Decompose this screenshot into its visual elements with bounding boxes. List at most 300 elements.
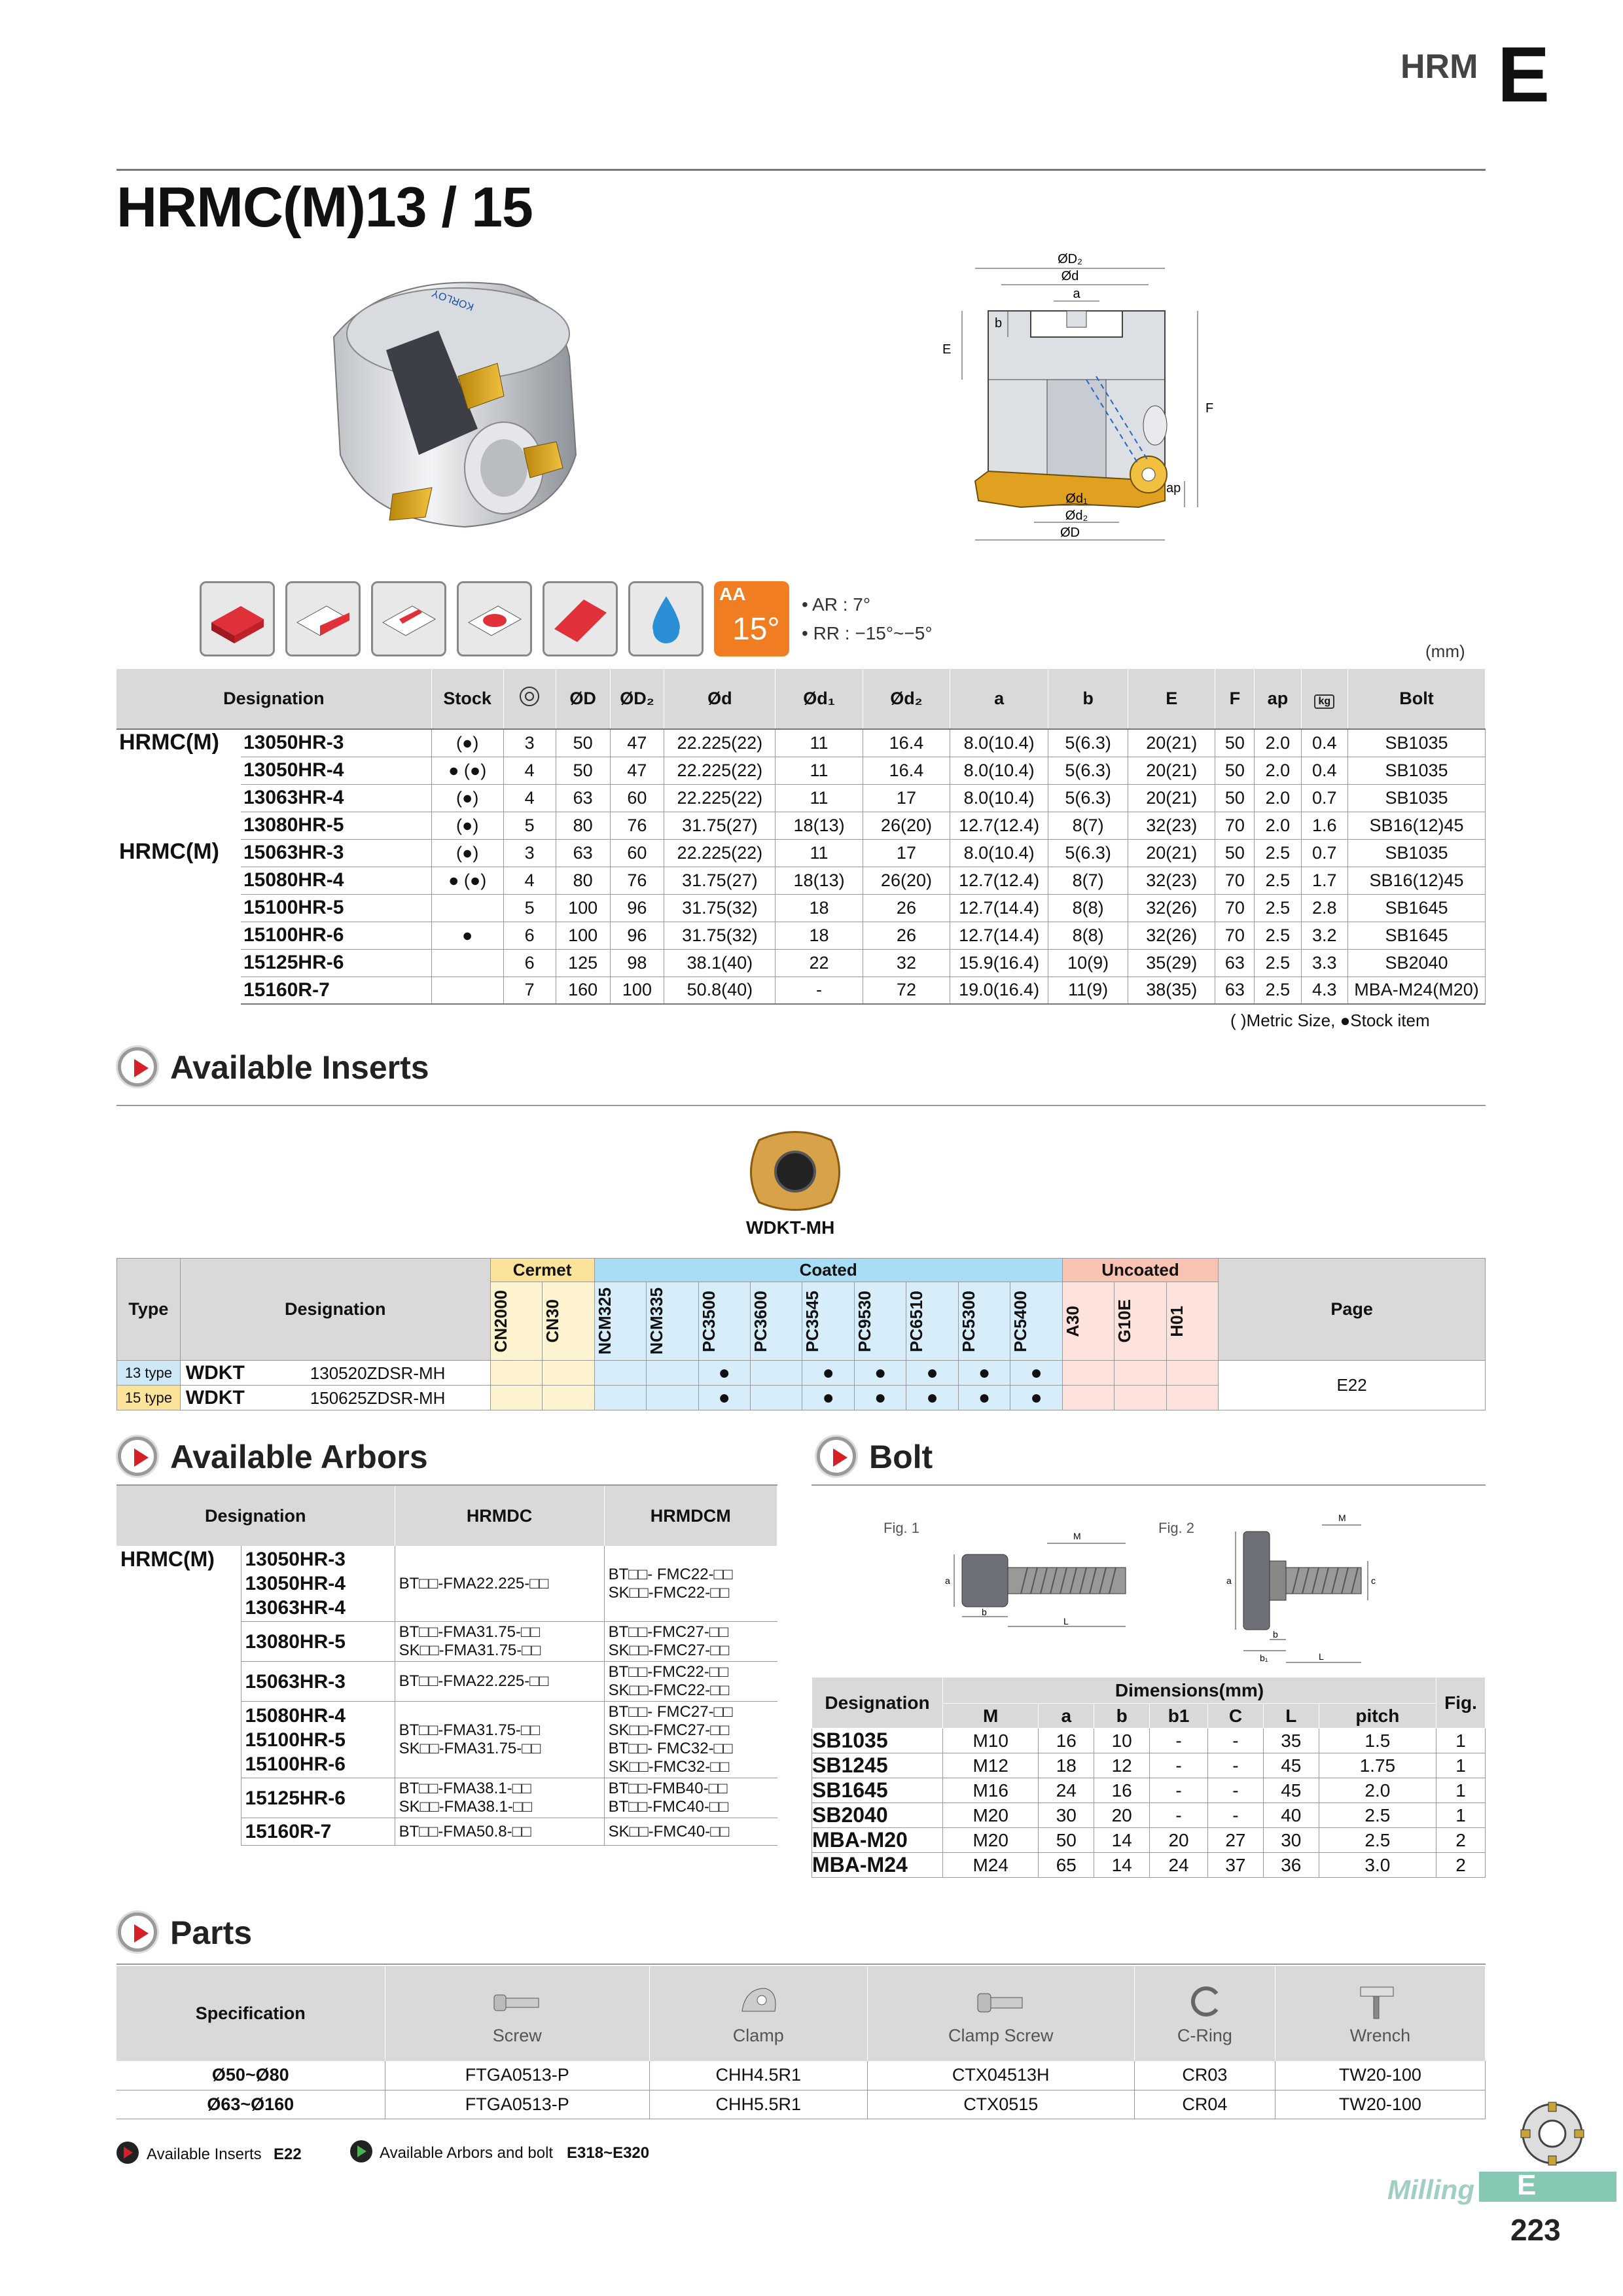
arbor-codes	[241, 1818, 395, 1846]
arbor-code: 15160R-7	[245, 1821, 332, 1842]
grade-header	[1062, 1282, 1114, 1361]
arbor-hrmdcm-code: BT□□-FMC40-□□	[608, 1798, 728, 1816]
grade-mark	[1062, 1361, 1114, 1386]
link2-icon[interactable]	[350, 2140, 372, 2162]
grade-mark: ●	[854, 1386, 906, 1410]
shoulder-milling-icon	[285, 581, 361, 656]
cell-stock	[431, 977, 503, 1004]
th-dimensions: Dimensions(mm)	[943, 1677, 1436, 1704]
cell-b: 8(8)	[1048, 894, 1128, 922]
grade-mark	[490, 1361, 542, 1386]
th-F: F	[1215, 669, 1255, 729]
fig2-c: c	[1371, 1575, 1376, 1586]
bolt-value: 20	[1094, 1803, 1150, 1828]
parts-value: CR03	[1134, 2061, 1275, 2090]
arbor-hrmdc	[395, 1622, 604, 1662]
grade-mark	[1166, 1386, 1218, 1410]
cell-code: 15160R-7	[241, 977, 431, 1004]
cell-stock: ● (●)	[431, 757, 503, 784]
table-row	[116, 977, 1486, 1004]
bolt-value: 16	[1094, 1778, 1150, 1803]
parts-value: FTGA0513-P	[385, 2090, 650, 2119]
link2-text[interactable]: Available Arbors and bolt	[380, 2144, 554, 2162]
cell-kg: 4.3	[1301, 977, 1347, 1004]
grade-name: PC3500	[698, 1290, 719, 1352]
dim-D2: ØD₂	[1058, 252, 1082, 266]
cell-b: 8(8)	[1048, 922, 1128, 949]
bolt-value: 2.5	[1319, 1803, 1436, 1828]
insert-code: 130520ZDSR-MH	[310, 1363, 446, 1383]
cell-D2: 96	[610, 894, 664, 922]
cell-d1: 22	[776, 949, 863, 977]
approach-angle-badge	[714, 581, 789, 656]
cell-E: 38(35)	[1128, 977, 1215, 1004]
bolt-value: 24	[1039, 1778, 1094, 1803]
insert-row	[117, 1361, 1486, 1386]
cell-d: 31.75(32)	[664, 922, 776, 949]
th-teeth	[503, 669, 556, 729]
parts-value: FTGA0513-P	[385, 2061, 650, 2090]
cell-E: 20(21)	[1128, 839, 1215, 867]
th-stock: Stock	[431, 669, 503, 729]
arbor-hrmdcm	[604, 1778, 777, 1818]
cell-d2: 17	[863, 839, 950, 867]
th-arbor-designation: Designation	[116, 1486, 395, 1546]
bolt-name: SB1035	[812, 1729, 943, 1753]
grade-header	[906, 1282, 958, 1361]
arbor-codes	[241, 1702, 395, 1778]
application-icons	[200, 581, 789, 656]
cell-a: 19.0(16.4)	[950, 977, 1048, 1004]
th-page: Page	[1219, 1259, 1486, 1361]
insert-image	[740, 1121, 851, 1219]
cell-d: 31.75(27)	[664, 867, 776, 894]
cell-b: 10(9)	[1048, 949, 1128, 977]
cell-ap: 2.5	[1255, 867, 1301, 894]
cell-stock	[431, 894, 503, 922]
inserts-section-icon	[118, 1047, 157, 1086]
th-b: b	[1048, 669, 1128, 729]
grade-mark	[1166, 1361, 1218, 1386]
arbor-group: HRMC(M)	[120, 1547, 215, 1571]
cell-code: 15080HR-4	[241, 867, 431, 894]
cell-F: 70	[1215, 812, 1255, 839]
cell-z: 5	[503, 894, 556, 922]
cell-z: 4	[503, 757, 556, 784]
arbor-codes	[241, 1546, 395, 1622]
bolt-value: 27	[1208, 1828, 1264, 1853]
cell-ap: 2.5	[1255, 949, 1301, 977]
cell-D2: 96	[610, 922, 664, 949]
bolt-value: M12	[943, 1753, 1039, 1778]
arbor-code: 13063HR-4	[245, 1597, 346, 1619]
grade-name: PC9530	[854, 1290, 874, 1352]
cell-ap: 2.5	[1255, 894, 1301, 922]
cell-ap: 2.0	[1255, 757, 1301, 784]
cell-a: 12.7(14.4)	[950, 922, 1048, 949]
grade-mark	[543, 1386, 594, 1410]
cutter-image	[308, 259, 596, 540]
th-E: E	[1128, 669, 1215, 729]
bolt-value: 20	[1150, 1828, 1208, 1853]
bolt-section-icon	[817, 1437, 856, 1476]
arbor-hrmdcm-code: SK□□-FMC32-□□	[608, 1758, 730, 1776]
dim-d2: Ød₂	[1065, 509, 1088, 523]
cell-z: 3	[503, 729, 556, 757]
badge-label: AA	[719, 584, 746, 604]
cell-stock: ● (●)	[431, 867, 503, 894]
arbor-hrmdcm-code: BT□□-FMB40-□□	[608, 1780, 728, 1797]
cell-d1: 18(13)	[776, 867, 863, 894]
cell-z: 3	[503, 839, 556, 867]
arbors-title: Available Arbors	[170, 1439, 428, 1475]
dim-d1: Ød₁	[1065, 492, 1088, 506]
table-row	[116, 757, 1486, 784]
page-title: HRMC(M)13 / 15	[116, 176, 533, 239]
inserts-rule	[116, 1105, 1486, 1106]
grade-name: PC5400	[1010, 1290, 1031, 1352]
cell-D: 63	[556, 784, 610, 812]
cell-stock: ●	[431, 922, 503, 949]
dim-D: ØD	[1060, 526, 1080, 540]
bolt-row	[812, 1828, 1486, 1853]
insert-series: WDKT	[185, 1386, 245, 1408]
grade-header	[647, 1282, 698, 1361]
cell-kg: 0.4	[1301, 757, 1347, 784]
table-row	[116, 784, 1486, 812]
grade-name: NCM325	[594, 1287, 615, 1355]
th-hrmdc: HRMDC	[395, 1486, 604, 1546]
bolt-fig: 1	[1436, 1753, 1486, 1778]
grade-header	[698, 1282, 750, 1361]
th-wrench	[1275, 1966, 1485, 2061]
th-uncoated: Uncoated	[1062, 1259, 1218, 1282]
grade-name: CN30	[543, 1299, 563, 1343]
arbor-hrmdc-code: SK□□-FMA31.75-□□	[399, 1740, 541, 1757]
cell-bolt: SB16(12)45	[1348, 812, 1486, 839]
cell-b: 5(6.3)	[1048, 839, 1128, 867]
cell-D: 50	[556, 729, 610, 757]
cell-z: 5	[503, 812, 556, 839]
parts-spec: Ø50~Ø80	[116, 2061, 385, 2090]
parts-section-icon	[118, 1912, 157, 1952]
bolt-table	[812, 1677, 1486, 1878]
th-d: Ød	[664, 669, 776, 729]
grade-mark	[594, 1386, 646, 1410]
cell-d2: 32	[863, 949, 950, 977]
grade-name: NCM335	[647, 1287, 667, 1355]
th-D2: ØD₂	[610, 669, 664, 729]
link2-ref[interactable]: E318~E320	[567, 2144, 650, 2162]
cell-F: 63	[1215, 977, 1255, 1004]
cell-d2: 72	[863, 977, 950, 1004]
cell-E: 20(21)	[1128, 784, 1215, 812]
insert-page[interactable]: E22	[1219, 1361, 1486, 1410]
cell-F: 70	[1215, 922, 1255, 949]
grade-mark: ●	[906, 1386, 958, 1410]
link1-ref[interactable]: E22	[274, 2145, 302, 2163]
bolt-col-header: b	[1094, 1704, 1150, 1729]
cell-bolt: MBA-M24(M20)	[1348, 977, 1486, 1004]
bolt-value: -	[1208, 1803, 1264, 1828]
th-designation: Designation	[116, 669, 431, 729]
cell-D2: 47	[610, 757, 664, 784]
grade-name: PC3600	[750, 1290, 770, 1352]
cell-bolt: SB1645	[1348, 922, 1486, 949]
cell-d: 22.225(22)	[664, 729, 776, 757]
arbor-hrmdc	[395, 1818, 604, 1846]
bolt-value: 35	[1263, 1729, 1319, 1753]
bolt-value: 50	[1039, 1828, 1094, 1853]
c-ring-icon	[1179, 1982, 1231, 2021]
cell-D2: 60	[610, 839, 664, 867]
fig2-b1: b₁	[1260, 1653, 1268, 1663]
cell-kg: 1.7	[1301, 867, 1347, 894]
cell-E: 32(23)	[1128, 812, 1215, 839]
slotting-icon	[371, 581, 446, 656]
parts-value: CTX0515	[867, 2090, 1134, 2119]
grade-name: A30	[1062, 1305, 1082, 1337]
grade-mark	[1115, 1386, 1166, 1410]
arbor-hrmdc	[395, 1546, 604, 1622]
arbor-code: 15125HR-6	[245, 1787, 346, 1809]
th-ap: ap	[1255, 669, 1301, 729]
cell-D: 100	[556, 922, 610, 949]
dim-a: a	[1073, 287, 1080, 301]
cell-d1: 18	[776, 922, 863, 949]
part-screw: Screw	[492, 2025, 542, 2045]
grade-mark	[750, 1361, 802, 1386]
th-ins-designation: Designation	[180, 1259, 490, 1361]
cell-code: 15100HR-6	[241, 922, 431, 949]
grade-mark	[1062, 1386, 1114, 1410]
parts-row	[116, 2090, 1486, 2119]
cell-F: 50	[1215, 839, 1255, 867]
grade-mark: ●	[698, 1361, 750, 1386]
section-letter: E	[1497, 31, 1550, 118]
insert-series: WDKT	[185, 1361, 245, 1384]
cell-E: 32(26)	[1128, 922, 1215, 949]
th-bolt-designation: Designation	[812, 1677, 943, 1729]
th-fig: Fig.	[1436, 1677, 1486, 1729]
arbor-hrmdc-code: BT□□-FMA38.1-□□	[399, 1780, 531, 1797]
arbor-hrmdcm-code: BT□□-FMC22-□□	[608, 1663, 728, 1681]
cell-d1: 18(13)	[776, 812, 863, 839]
grade-header	[543, 1282, 594, 1361]
arbor-code: 15063HR-3	[245, 1670, 346, 1693]
arbor-hrmdcm-code: BT□□- FMC22-□□	[608, 1565, 733, 1583]
arbor-hrmdc-code: BT□□-FMA31.75-□□	[399, 1623, 540, 1641]
arbor-codes	[241, 1778, 395, 1818]
bolt-value: M20	[943, 1828, 1039, 1853]
inserts-title: Available Inserts	[170, 1049, 429, 1086]
grade-mark	[543, 1361, 594, 1386]
cell-kg: 0.7	[1301, 784, 1347, 812]
th-d1: Ød₁	[776, 669, 863, 729]
dimension-diagram	[903, 249, 1243, 550]
arbor-hrmdc-code: BT□□-FMA31.75-□□	[399, 1721, 540, 1739]
bolt-value: M16	[943, 1778, 1039, 1803]
cell-code: 15100HR-5	[241, 894, 431, 922]
cell-b: 5(6.3)	[1048, 757, 1128, 784]
insert-code: 150625ZDSR-MH	[310, 1388, 446, 1408]
th-screw	[385, 1966, 650, 2061]
clamp-screw-icon	[974, 1982, 1027, 2021]
bolt-value: 14	[1094, 1828, 1150, 1853]
bolt-fig: 1	[1436, 1803, 1486, 1828]
cell-d2: 16.4	[863, 729, 950, 757]
cell-d2: 26(20)	[863, 867, 950, 894]
bolt-row	[812, 1778, 1486, 1803]
link1-text[interactable]: Available Inserts	[147, 2145, 262, 2163]
face-milling-icon	[200, 581, 275, 656]
bolt-col-header: pitch	[1319, 1704, 1436, 1729]
bolt-value: 24	[1150, 1853, 1208, 1878]
bolt-value: 2.0	[1319, 1778, 1436, 1803]
cell-D2: 60	[610, 784, 664, 812]
arbor-code: 13080HR-5	[245, 1630, 346, 1653]
cell-kg: 1.6	[1301, 812, 1347, 839]
grade-mark	[490, 1386, 542, 1410]
grade-mark	[647, 1386, 698, 1410]
grade-mark	[750, 1386, 802, 1410]
bolt-value: -	[1208, 1778, 1264, 1803]
grade-mark	[1115, 1361, 1166, 1386]
cell-stock: (●)	[431, 839, 503, 867]
bolt-rule	[812, 1484, 1486, 1486]
insert-designation	[180, 1386, 490, 1410]
th-c-ring	[1134, 1966, 1275, 2061]
grade-mark: ●	[958, 1386, 1010, 1410]
table-row	[116, 729, 1486, 757]
arbor-hrmdcm	[604, 1662, 777, 1702]
cell-code: 13063HR-4	[241, 784, 431, 812]
grade-header	[854, 1282, 906, 1361]
parts-value: TW20-100	[1275, 2090, 1485, 2119]
fig1-M: M	[1073, 1531, 1081, 1541]
insert-type: 15 type	[117, 1386, 181, 1410]
cell-bolt: SB1035	[1348, 757, 1486, 784]
bolt-value: 40	[1263, 1803, 1319, 1828]
grade-mark: ●	[1010, 1361, 1062, 1386]
cell-a: 8.0(10.4)	[950, 757, 1048, 784]
bolt-value: 2.5	[1319, 1828, 1436, 1853]
dim-F: F	[1205, 401, 1214, 416]
cell-D2: 76	[610, 867, 664, 894]
cell-E: 20(21)	[1128, 757, 1215, 784]
link1-icon[interactable]	[116, 2142, 139, 2164]
cell-a: 8.0(10.4)	[950, 729, 1048, 757]
table-row	[116, 949, 1486, 977]
cell-kg: 2.8	[1301, 894, 1347, 922]
table-row	[116, 894, 1486, 922]
cell-code: 13050HR-3	[241, 729, 431, 757]
clamp-icon	[732, 1982, 785, 2021]
bolt-value: 1.75	[1319, 1753, 1436, 1778]
bolt-value: M10	[943, 1729, 1039, 1753]
th-clamp-screw	[867, 1966, 1134, 2061]
cell-kg: 3.3	[1301, 949, 1347, 977]
arbor-hrmdcm-code: SK□□-FMC40-□□	[608, 1822, 730, 1840]
parts-value: CR04	[1134, 2090, 1275, 2119]
parts-value: CHH4.5R1	[650, 2061, 868, 2090]
cell-z: 6	[503, 949, 556, 977]
grade-mark	[647, 1361, 698, 1386]
bolt-col-header: a	[1039, 1704, 1094, 1729]
footer-letter: E	[1517, 2169, 1537, 2201]
arbor-hrmdc-code: BT□□-FMA22.225-□□	[399, 1672, 549, 1690]
arbor-table	[116, 1486, 777, 1846]
bolt-row	[812, 1803, 1486, 1828]
bolt-col-header: C	[1208, 1704, 1264, 1729]
cell-ap: 2.5	[1255, 977, 1301, 1004]
cell-D: 50	[556, 757, 610, 784]
cell-b: 5(6.3)	[1048, 729, 1128, 757]
grade-header	[1010, 1282, 1062, 1361]
parts-title: Parts	[170, 1914, 253, 1951]
fig1-a: a	[945, 1575, 950, 1586]
th-hrmdcm: HRMDCM	[604, 1486, 777, 1546]
cell-ap: 2.0	[1255, 784, 1301, 812]
part-wrench: Wrench	[1349, 2025, 1411, 2045]
arbor-hrmdcm-code: SK□□-FMC27-□□	[608, 1721, 730, 1739]
arbor-code: 15100HR-5	[245, 1729, 346, 1751]
parts-value: CTX04513H	[867, 2061, 1134, 2090]
arbor-hrmdcm	[604, 1622, 777, 1662]
fig1-label: Fig. 1	[883, 1520, 920, 1536]
arbor-code: 13050HR-3	[245, 1549, 346, 1570]
footer-section: Milling	[1387, 2174, 1474, 2205]
cell-bolt: SB2040	[1348, 949, 1486, 977]
insert-name: WDKT-MH	[746, 1217, 835, 1238]
arbor-hrmdc	[395, 1662, 604, 1702]
header-rule	[116, 169, 1486, 171]
table-row	[116, 812, 1486, 839]
bolt-col-header: L	[1263, 1704, 1319, 1729]
bolt-value: 45	[1263, 1753, 1319, 1778]
parts-value: CHH5.5R1	[650, 2090, 868, 2119]
fig2-a: a	[1226, 1575, 1232, 1586]
grade-header	[802, 1282, 854, 1361]
cell-D2: 76	[610, 812, 664, 839]
grade-name: CN2000	[490, 1289, 510, 1353]
bolt-fig1	[942, 1525, 1139, 1636]
parts-spec: Ø63~Ø160	[116, 2090, 385, 2119]
cell-d: 50.8(40)	[664, 977, 776, 1004]
cell-bolt: SB1645	[1348, 894, 1486, 922]
cell-a: 15.9(16.4)	[950, 949, 1048, 977]
cell-E: 32(26)	[1128, 894, 1215, 922]
bolt-row	[812, 1853, 1486, 1878]
pocketing-icon	[457, 581, 532, 656]
arbor-hrmdcm	[604, 1702, 777, 1778]
cell-ap: 2.5	[1255, 839, 1301, 867]
dim-d: Ød	[1061, 269, 1079, 283]
cell-D: 160	[556, 977, 610, 1004]
arbor-hrmdcm-code: SK□□-FMC22-□□	[608, 1583, 730, 1602]
bolt-fig: 2	[1436, 1853, 1486, 1878]
fig2-b: b	[1273, 1629, 1278, 1640]
bolt-value: 10	[1094, 1729, 1150, 1753]
arbor-hrmdcm	[604, 1546, 777, 1622]
wrench-icon	[1354, 1982, 1406, 2021]
arbor-code: 13050HR-4	[245, 1573, 346, 1594]
arbor-hrmdc-code: SK□□-FMA31.75-□□	[399, 1641, 541, 1659]
cell-a: 8.0(10.4)	[950, 784, 1048, 812]
bolt-fig: 1	[1436, 1778, 1486, 1803]
bolt-fig2	[1224, 1512, 1381, 1669]
fig2-M: M	[1338, 1513, 1346, 1523]
